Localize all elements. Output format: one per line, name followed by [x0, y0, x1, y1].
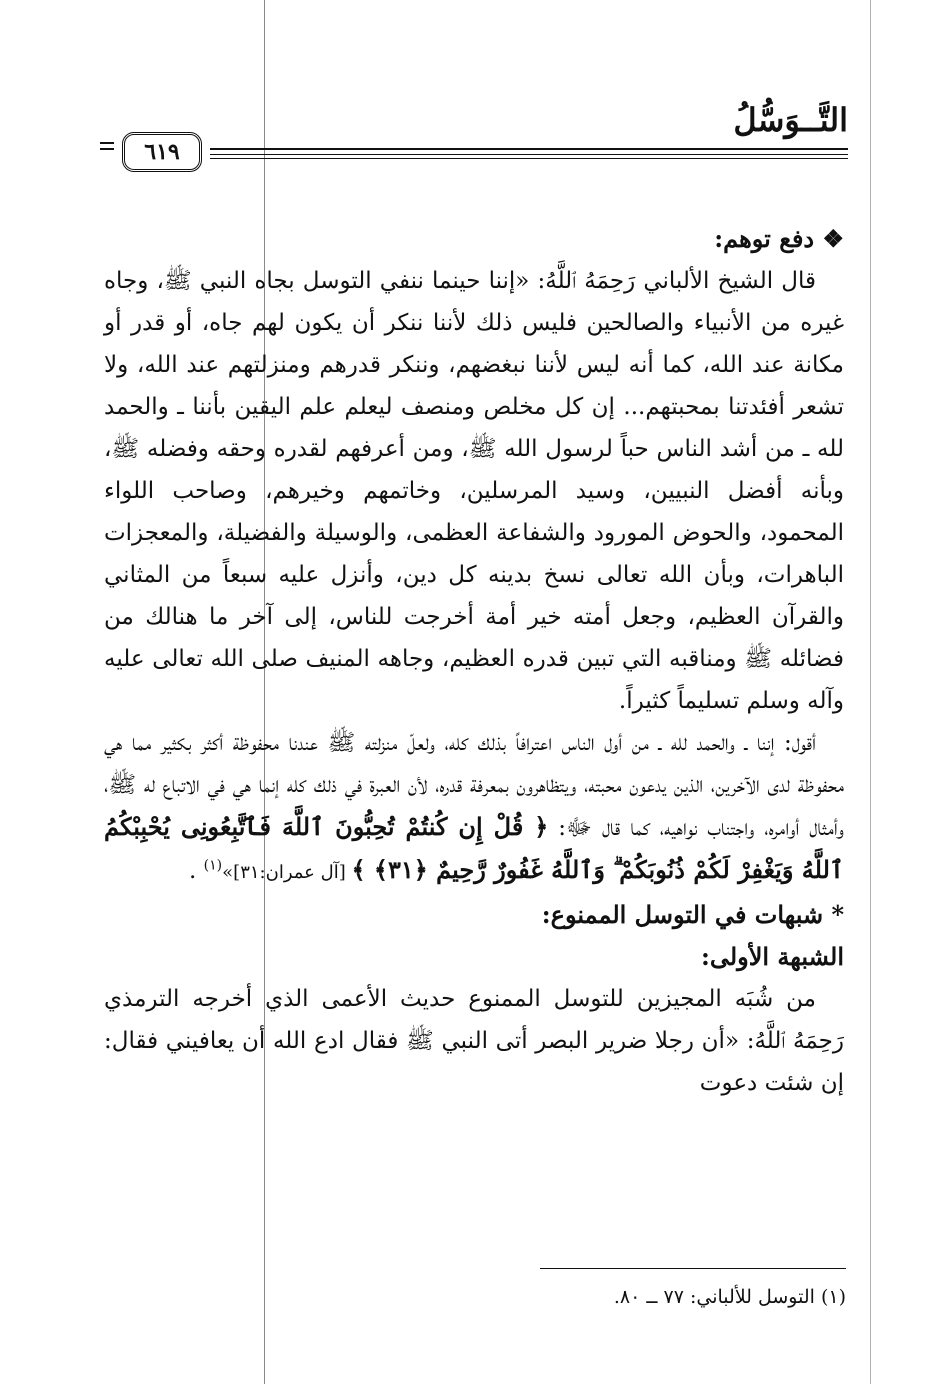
section-heading: ❖ دفع توهم:: [714, 224, 844, 253]
paragraph: من شُبَه المجيزين للتوسل الممنوع حديث الأعمى الذي أخرجه الترمذي رَحِمَهُ ٱللَّهُ: «أن رجلا ضرير البصر أتى النبي ﷺ فقال ادع الله أن يعافيني فقال: إن شئت دعوت: [104, 986, 844, 1096]
paragraph-end: .: [189, 858, 204, 884]
paragraph-with-quran: [104, 722, 844, 894]
page-number: ٦١٩: [122, 132, 202, 172]
footnote-rule: [540, 1268, 846, 1269]
rule-end-mark: [100, 142, 116, 152]
footnote-marker[interactable]: (١): [203, 857, 223, 874]
footnote: (١) التوسل للألباني: ٧٧ ــ ٨٠.: [613, 1286, 846, 1308]
section-heading: * شبهات في التوسل الممنوع:: [541, 900, 844, 929]
header-rule: [210, 148, 848, 160]
chapter-title: التَّــوَسُّلُ: [733, 101, 848, 139]
paragraph: قال الشيخ الألباني رَحِمَهُ ٱللَّهُ: «إننا حينما ننفي التوسل بجاه النبي ﷺ، وجاه غيره من الأنبياء والصالحين فليس ذلك لأننا ننكر أن يكون لهم جاه، أو قدر أو مكانة عند الله، كما أنه ليس لأننا نبغضهم، وننكر قدرهم ومنزلتهم عند الله، ولا تشعر أفئدتنا بمحبتهم... إن كل مخلص ومنصف ليعلم علم اليقين بأننا ـ والحمد لله ـ من أشد الناس حباً لرسول الله ﷺ، ومن أعرفهم لقدره وحقه وفضله ﷺ، وبأنه أفضل النبيين، وسيد المرسلين، وخاتمهم وخيرهم، وصاحب اللواء المحمود، والحوض المورود والشفاعة العظمى، والوسيلة والفضيلة، والمعجزات الباهرات، وبأن الله تعالى نسخ بدينه كل دين، وأنزل عليه سبعاً من المثاني والقرآن العظيم، وجعل أمته خير أمة أخرجت للناس، إلى آخر ما هنالك من فضائله ﷺ ومناقبه التي تبين قدره العظيم، وجاهه المنيف صلى الله تعالى عليه وآله وسلم تسليماً كثيراً.: [104, 268, 844, 714]
page-body: [104, 218, 844, 1104]
verse-reference: [آل عمران:٣١]»: [222, 862, 352, 883]
paragraph-text: أقول: إننا ـ والحمد لله ـ من أول الناس اعترافاً بذلك كله، ولعلّ منزلته ﷺ عندنا محفوظة أكثر بكثير مما هي محفوظة لدى الآخرين، الذين يدعون محبته، ويتظاهرون بمعرفة قدره، لأن العبرة في ذلك كله إنما هي في الاتباع له ﷺ، وأمثال أوامره، واجتناب نواهيه، كما قال ﷻ:: [104, 730, 845, 841]
page-header: [100, 96, 848, 186]
scan-line: [870, 0, 871, 1384]
quran-verse: ﴿ قُلْ إِن كُنتُمْ تُحِبُّونَ ٱللَّهَ فَٱتَّبِعُونِى يُحْبِبْكُمُ ٱللَّهُ وَيَغْفِرْ لَكُمْ ذُنُوبَكُمْ ۗ وَٱللَّهُ غَفُورٌ رَّحِيمٌ ﴿٣١﴾ ﴾: [104, 812, 844, 884]
subsection-heading: الشبهة الأولى:: [700, 942, 844, 971]
